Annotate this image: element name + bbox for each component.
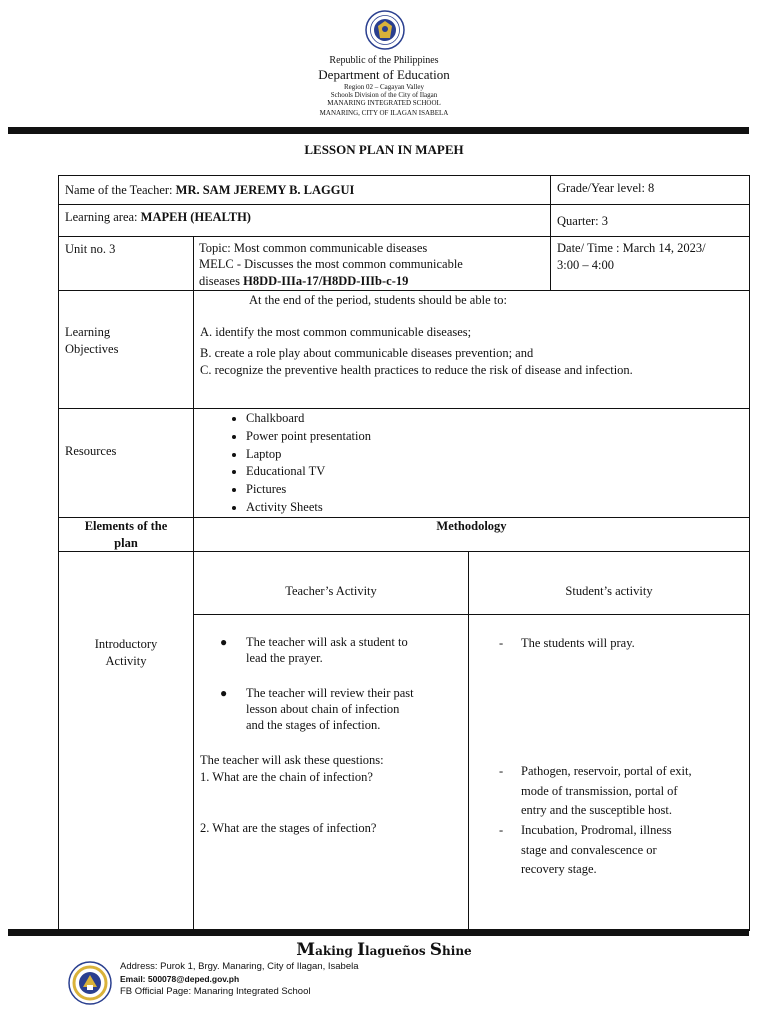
location-text: MANARING, CITY OF ILAGAN ISABELA xyxy=(319,109,449,117)
question-1: 1. What are the chain of infection? xyxy=(200,770,373,784)
document-title: LESSON PLAN IN MAPEH xyxy=(304,142,464,157)
republic-text: Republic of the Philippines xyxy=(329,55,439,66)
grade-text: Grade/Year level: 8 xyxy=(557,181,655,195)
deped-seal-icon xyxy=(365,10,405,50)
dash-marker: - xyxy=(499,636,504,650)
dash-marker: - xyxy=(499,823,504,837)
topic-text: Topic: Most common communicable diseases xyxy=(199,241,428,255)
bullet-icon: ● xyxy=(220,635,228,649)
melc-line1: MELC - Discusses the most common communicable xyxy=(199,257,463,272)
topic-cell xyxy=(193,236,551,291)
teacher-name: MR. SAM JEREMY B. LAGGUI xyxy=(175,183,355,197)
school-text: MANARING INTEGRATED SCHOOL xyxy=(327,99,441,107)
objectives-content-cell xyxy=(193,290,750,409)
objective-b: B. create a role play about communicable diseases prevention; and xyxy=(200,346,534,360)
date-time-cell xyxy=(550,236,750,291)
teacher-name-cell xyxy=(58,175,551,205)
resource-item: • Laptop xyxy=(246,446,749,464)
resource-item: • Activity Sheets xyxy=(246,499,749,517)
quarter-cell xyxy=(550,204,750,237)
resources-list xyxy=(194,410,749,517)
resource-item: • Power point presentation xyxy=(246,428,749,446)
questions-intro: The teacher will ask these questions: xyxy=(200,753,384,767)
grade-cell xyxy=(550,175,750,205)
teacher-activity-header: Teacher’s Activity xyxy=(285,584,377,598)
student-response-1: - The students will pray. xyxy=(499,634,749,654)
intro-activity-label-cell xyxy=(58,551,194,931)
question-2: 2. What are the stages of infection? xyxy=(200,821,377,835)
resource-item: • Chalkboard xyxy=(246,410,749,428)
student-activity-header: Student’s activity xyxy=(565,584,653,598)
address-text: Address: Purok 1, Brgy. Manaring, City of Ilagan, Isabela xyxy=(120,961,359,972)
objectives-intro: At the end of the period, students should be able to: xyxy=(249,293,507,307)
student-activity-header-cell xyxy=(468,551,750,615)
objectives-label-line1: Learning xyxy=(65,325,111,339)
student-response-3: - Incubation, Prodromal, illness stage and convalescence or recovery stage. xyxy=(499,823,672,876)
department-text: Department of Education xyxy=(318,67,450,82)
fb-page-text: FB Official Page: Manaring Integrated School xyxy=(120,986,311,997)
header-divider xyxy=(8,127,749,134)
date-line1: Date/ Time : March 14, 2023/ xyxy=(557,241,706,255)
elements-header-line1: Elements of the xyxy=(84,519,168,533)
teacher-activity-cell xyxy=(193,614,469,931)
resources-label-cell xyxy=(58,408,194,518)
footer-divider xyxy=(8,929,749,936)
date-line2: 3:00 – 4:00 xyxy=(557,257,614,272)
division-text: Schools Division of the City of Ilagan xyxy=(330,91,438,99)
objective-c: C. recognize the preventive health practices to reduce the risk of disease and infection. xyxy=(200,363,633,377)
resources-list-cell xyxy=(193,408,750,518)
school-logo-icon xyxy=(68,961,112,1005)
resources-label: Resources xyxy=(65,444,117,458)
region-text: Region 02 – Cagayan Valley xyxy=(344,83,424,91)
resource-item: • Educational TV xyxy=(246,463,749,481)
melc-code: H8DD-IIIa-17/H8DD-IIIb-c-19 xyxy=(243,273,409,288)
objectives-label-cell xyxy=(58,290,194,409)
objectives-label-line2: Objectives xyxy=(65,342,119,356)
methodology-header: Methodology xyxy=(436,519,507,533)
intro-activity-label-line1: Introductory xyxy=(94,637,158,651)
unit-text: Unit no. 3 xyxy=(65,242,116,256)
teacher-label: Name of the Teacher: xyxy=(65,183,176,197)
methodology-header-cell xyxy=(193,517,750,552)
student-activity-cell xyxy=(468,614,750,931)
bullet-icon: ● xyxy=(220,686,228,700)
student-response-2: - Pathogen, reservoir, portal of exit, mode of transmission, portal of entry and the susceptible host. xyxy=(499,764,692,817)
intro-activity-label-line2: Activity xyxy=(105,654,147,668)
email-text: Email: 500078@deped.gov.ph xyxy=(120,974,240,984)
learning-area-value: MAPEH (HEALTH) xyxy=(140,210,251,224)
dash-marker: - xyxy=(499,764,504,778)
learning-area-label: Learning area: xyxy=(65,210,141,224)
teacher-bullet-1: ● The teacher will ask a student to lead the prayer. xyxy=(220,635,408,665)
objective-a: A. identify the most common communicable diseases; xyxy=(200,325,472,339)
school-motto: Making Ilagueños Shine xyxy=(296,940,472,960)
learning-area-cell xyxy=(58,204,551,237)
melc-line2: diseases xyxy=(199,273,244,288)
resource-item: • Pictures xyxy=(246,481,749,499)
teacher-bullet-2: ● The teacher will review their past lesson about chain of infection and the stages of infection. xyxy=(220,686,414,732)
quarter-text: Quarter: 3 xyxy=(557,214,609,228)
unit-cell xyxy=(58,236,194,291)
elements-header-cell xyxy=(58,517,194,552)
teacher-activity-header-cell xyxy=(193,551,469,615)
elements-header-line2: plan xyxy=(114,536,138,550)
